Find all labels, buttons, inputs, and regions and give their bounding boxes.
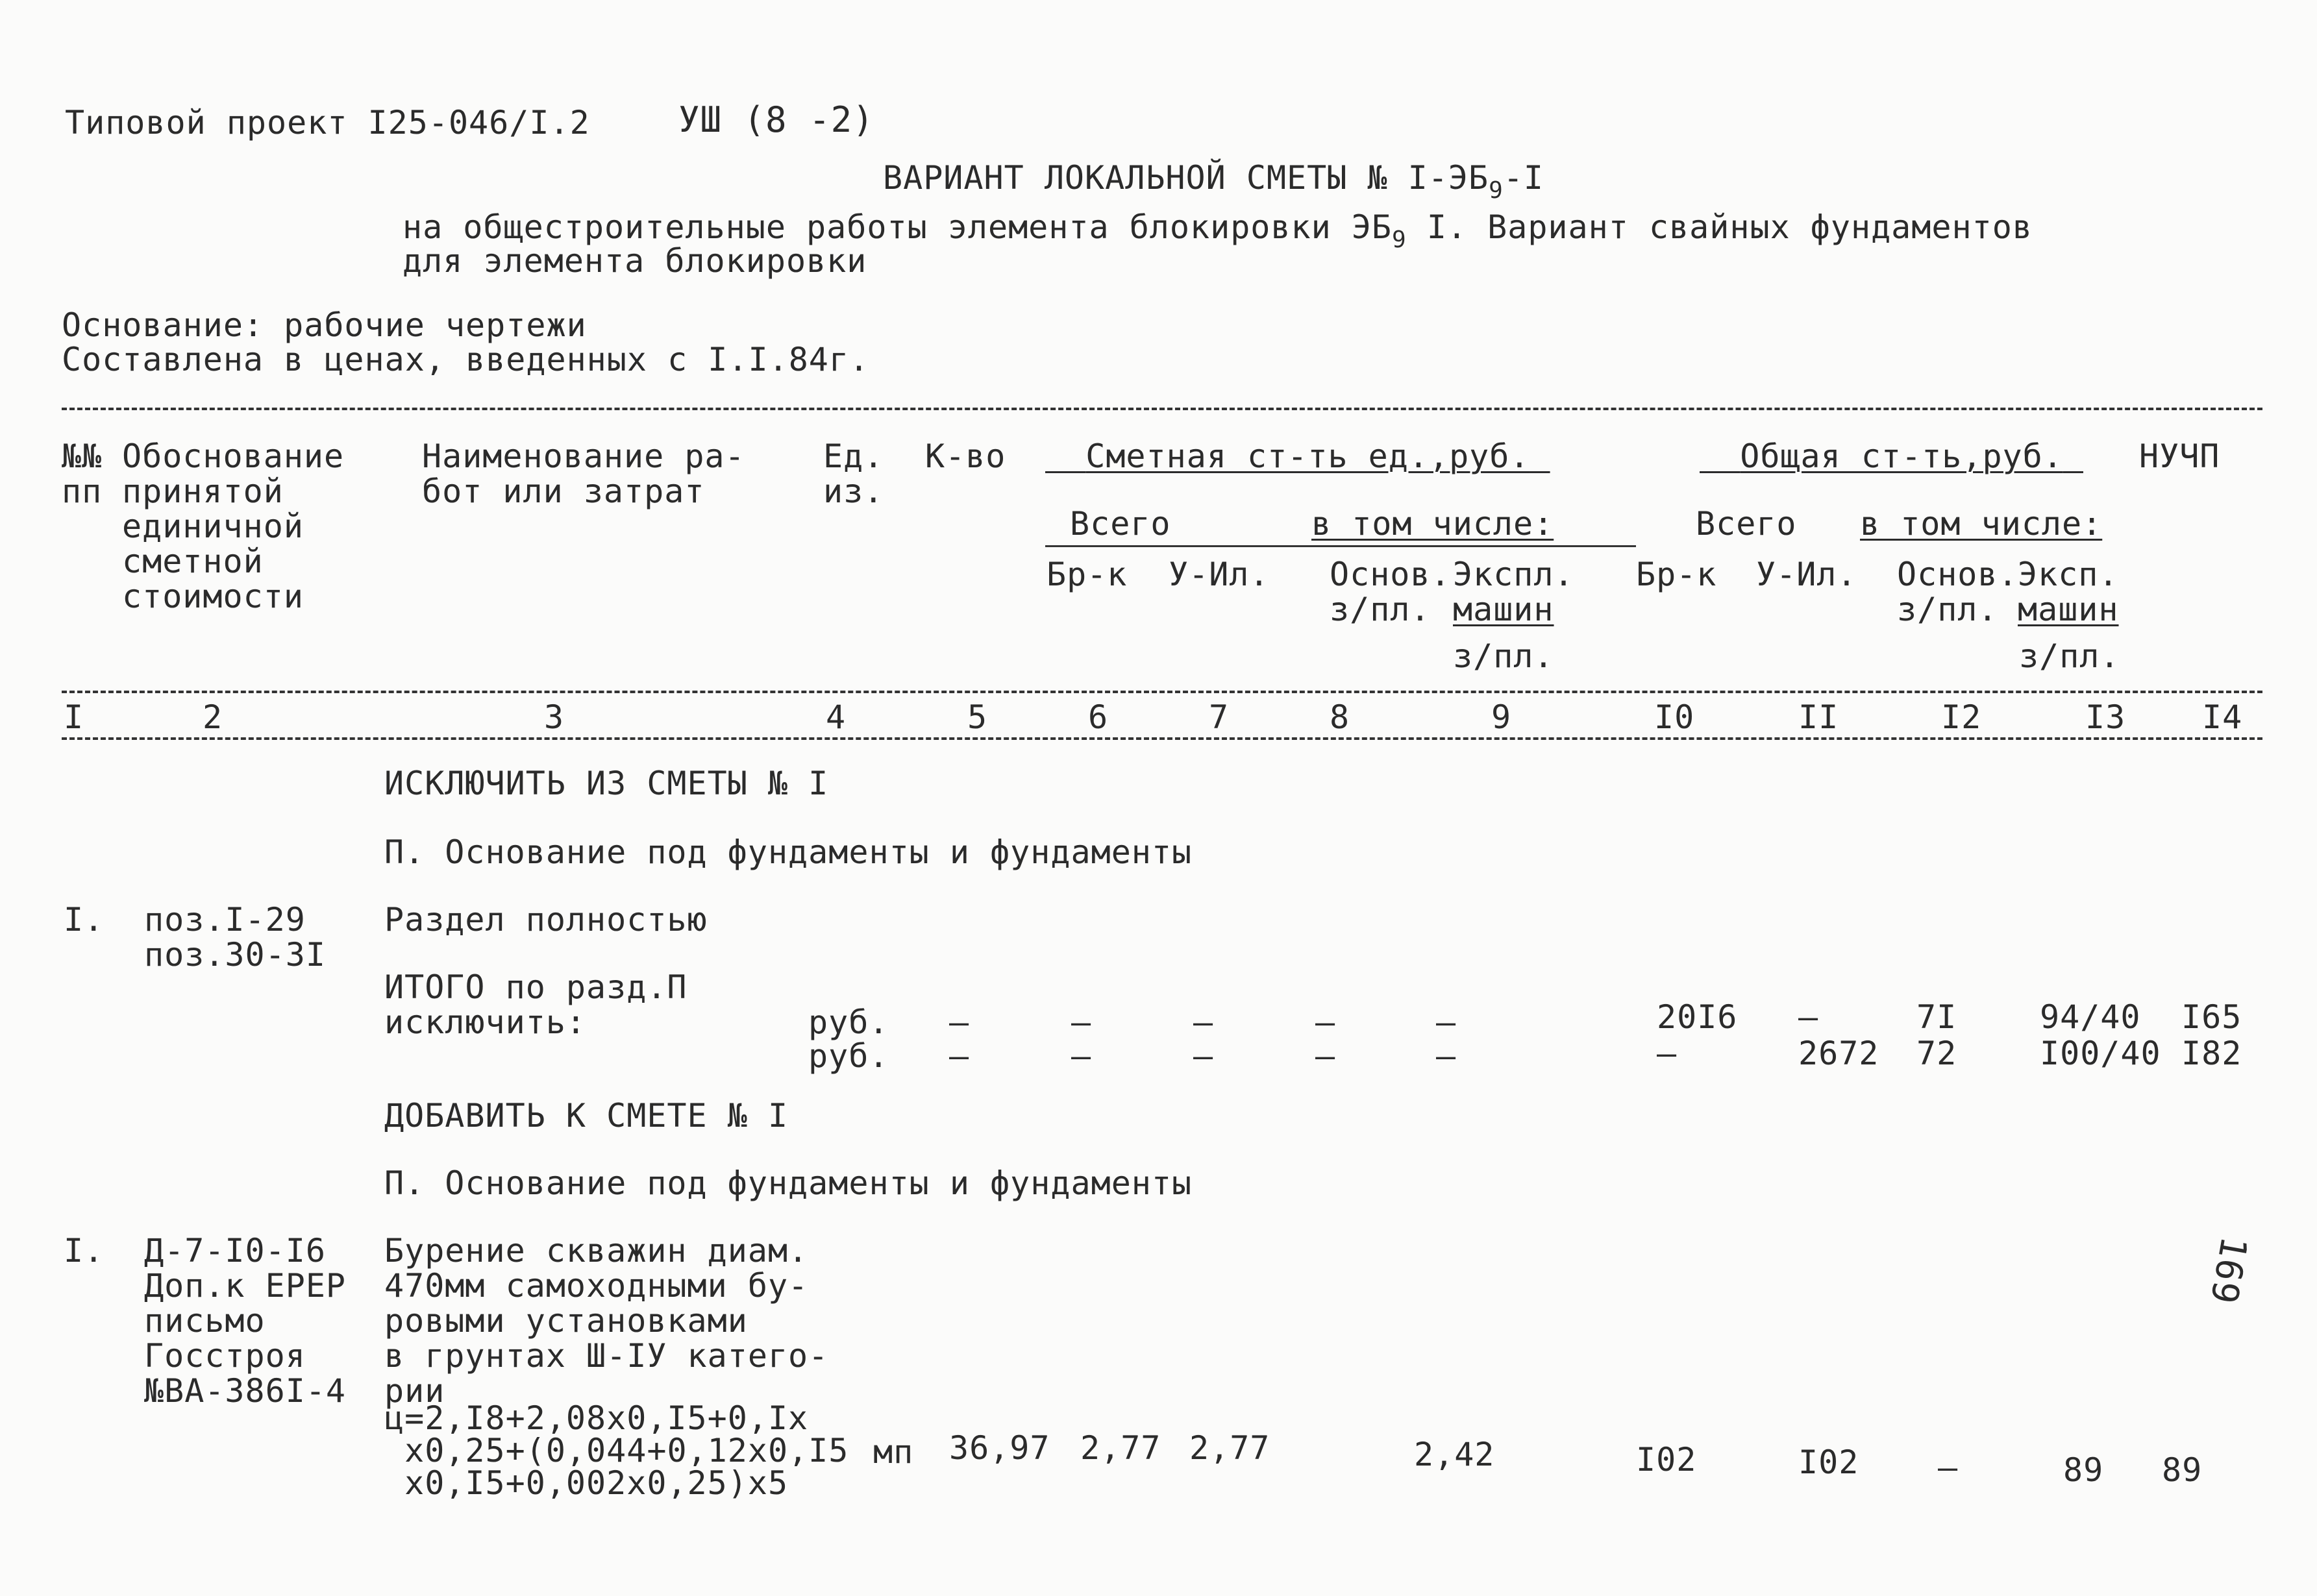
- total-row2-c13: I00/40: [2040, 1035, 2161, 1072]
- vsego-total-header: Всего: [1696, 505, 1797, 543]
- col-no-1: I: [64, 698, 84, 736]
- total-cost-header: Общая ст-ть,руб.: [1740, 437, 2063, 475]
- row2-c11: I02: [1798, 1443, 1859, 1481]
- total-row2-c14: I82: [2181, 1035, 2242, 1072]
- col-unit-header: Ед. из.: [823, 437, 884, 510]
- col-no-14: I4: [2202, 698, 2243, 736]
- col-name-header: Наименование ра- бот или затрат: [422, 437, 745, 510]
- row1-name: Раздел полностью: [384, 901, 708, 939]
- row2-c12: –: [1938, 1449, 1959, 1486]
- total-row1-c6: –: [1071, 1003, 1092, 1041]
- total-row2-c11: 2672: [1798, 1035, 1879, 1072]
- row1-number: I.: [64, 901, 105, 939]
- total-row1-c12: 7I: [1916, 998, 1957, 1036]
- row2-qty: 36,97: [949, 1429, 1050, 1467]
- row1-basis: поз.I-29 поз.30-3I: [144, 901, 326, 974]
- col-no-5: 5: [967, 698, 988, 736]
- estimate-title: ВАРИАНТ ЛОКАЛЬНОЙ СМЕТЫ № $I-ЭБ_9-I$: [883, 159, 1544, 204]
- total-row2-c8: –: [1315, 1037, 1336, 1075]
- row2-c14: 89: [2162, 1451, 2203, 1489]
- section-add: П. Основание под фундаменты и фундаменты: [384, 1164, 1193, 1202]
- exclude-title: ИСКЛЮЧИТЬ ИЗ СМЕТЫ № I: [384, 765, 829, 802]
- eksp-zpl-total-header: з/пл.: [2019, 637, 2120, 675]
- row2-c7: 2,77: [1189, 1429, 1270, 1467]
- row2-unit: мп: [873, 1433, 914, 1471]
- total-row1-qty: –: [949, 1003, 970, 1041]
- total-row1-c10: 20I6: [1657, 998, 1738, 1036]
- sheet-label: УШ (8 -2): [678, 99, 874, 140]
- nuchp-header: НУЧП: [2139, 437, 2220, 475]
- total-row2-unit: руб.: [808, 1037, 889, 1075]
- row2-c6: 2,77: [1080, 1429, 1161, 1467]
- add-title: ДОБАВИТЬ К СМЕТЕ № I: [384, 1097, 789, 1135]
- uil-header: У-Ил.: [1169, 556, 1270, 593]
- estimate-subtitle: на общестроительные работы элемента блокировки $ЭБ_9$ I. Вариант свайных фундаментов: [403, 208, 2033, 253]
- osn-header: Основ. з/пл.: [1330, 556, 1451, 628]
- col-qty-header: К-во: [925, 437, 1006, 475]
- brk-header: Бр-к: [1047, 556, 1128, 593]
- uil-total-header: У-Ил.: [1756, 556, 1857, 593]
- row2-name: Бурение скважин диам. 470мм самоходными бу- ровыми установками в грунтах Ш-IУ катего- рии: [384, 1232, 829, 1410]
- project-label: Типовой проект I25-046/I.2: [65, 104, 590, 141]
- col-no-9: 9: [1491, 698, 1512, 736]
- brk-total-header: Бр-к: [1636, 556, 1717, 593]
- eksp-total-header: Эксп. машин: [2018, 556, 2119, 628]
- col-num-header: №№ пп: [62, 437, 103, 510]
- total-row2-c7: –: [1193, 1037, 1214, 1075]
- section-exclude: П. Основание под фундаменты и фундаменты: [384, 833, 1193, 871]
- header-divider: [62, 691, 2262, 693]
- v-tom-header: в том числе:: [1311, 505, 1554, 543]
- unit-cost-header: Сметная ст-ть ед.,руб.: [1085, 437, 1530, 475]
- col-basis-header: Обоснование принятой единичной сметной стоимости: [122, 437, 345, 615]
- total-row1-c14: I65: [2181, 998, 2242, 1036]
- vsego-header: Всего: [1070, 505, 1171, 543]
- row2-number: I.: [64, 1232, 105, 1270]
- total-row1-c9: –: [1436, 1003, 1457, 1041]
- page-number-mark: 169: [2201, 1233, 2255, 1308]
- total-row2-c10: –: [1657, 1035, 1678, 1072]
- col-no-7: 7: [1209, 698, 1230, 736]
- eksp-zpl-header: з/пл.: [1453, 637, 1554, 675]
- col-no-6: 6: [1088, 698, 1109, 736]
- numbers-divider: [62, 737, 2262, 740]
- total-row1-unit: руб.: [808, 1003, 889, 1041]
- total-label: ИТОГО по разд.П исключить:: [384, 968, 688, 1041]
- col-no-3: 3: [544, 698, 565, 736]
- total-row1-c8: –: [1315, 1003, 1336, 1041]
- row2-c13: 89: [2063, 1451, 2104, 1489]
- col-no-13: I3: [2085, 698, 2126, 736]
- total-row2-c12: 72: [1916, 1035, 1957, 1072]
- row2-c10: I02: [1636, 1441, 1697, 1479]
- total-row2-qty: –: [949, 1037, 970, 1075]
- total-row2-c9: –: [1436, 1037, 1457, 1075]
- col-no-10: I0: [1654, 698, 1695, 736]
- total-row1-c7: –: [1193, 1003, 1214, 1041]
- col-no-8: 8: [1330, 698, 1350, 736]
- row2-basis: Д-7-I0-I6 Доп.к ЕРЕР письмо Госстроя №ВА-386I-4: [144, 1232, 347, 1410]
- col-no-4: 4: [826, 698, 847, 736]
- estimate-subtitle-2: для элемента блокировки: [403, 242, 867, 280]
- v-tom-total-header: в том числе:: [1860, 505, 2103, 543]
- osn-total-header: Основ. з/пл.: [1897, 556, 2018, 628]
- table-top-divider: [62, 408, 2262, 410]
- row2-formula: ц=2,I8+2,08х0,I5+0,Iх х0,25+(0,044+0,12х0,I5 х0,I5+0,002х0,25)х5: [384, 1399, 849, 1502]
- col-no-12: I2: [1941, 698, 1982, 736]
- eksp-header: Экспл. машин: [1453, 556, 1574, 628]
- total-row1-c11: –: [1798, 998, 1819, 1036]
- vsego-underline: [1045, 545, 1636, 547]
- prices-line: Составлена в ценах, введенных с I.I.84г.: [62, 341, 870, 378]
- col-no-2: 2: [203, 698, 223, 736]
- col-no-11: II: [1798, 698, 1839, 736]
- basis-line: Основание: рабочие чертежи: [62, 306, 587, 344]
- total-row1-c13: 94/40: [2040, 998, 2141, 1036]
- row2-c9: 2,42: [1414, 1436, 1495, 1473]
- total-row2-c6: –: [1071, 1037, 1092, 1075]
